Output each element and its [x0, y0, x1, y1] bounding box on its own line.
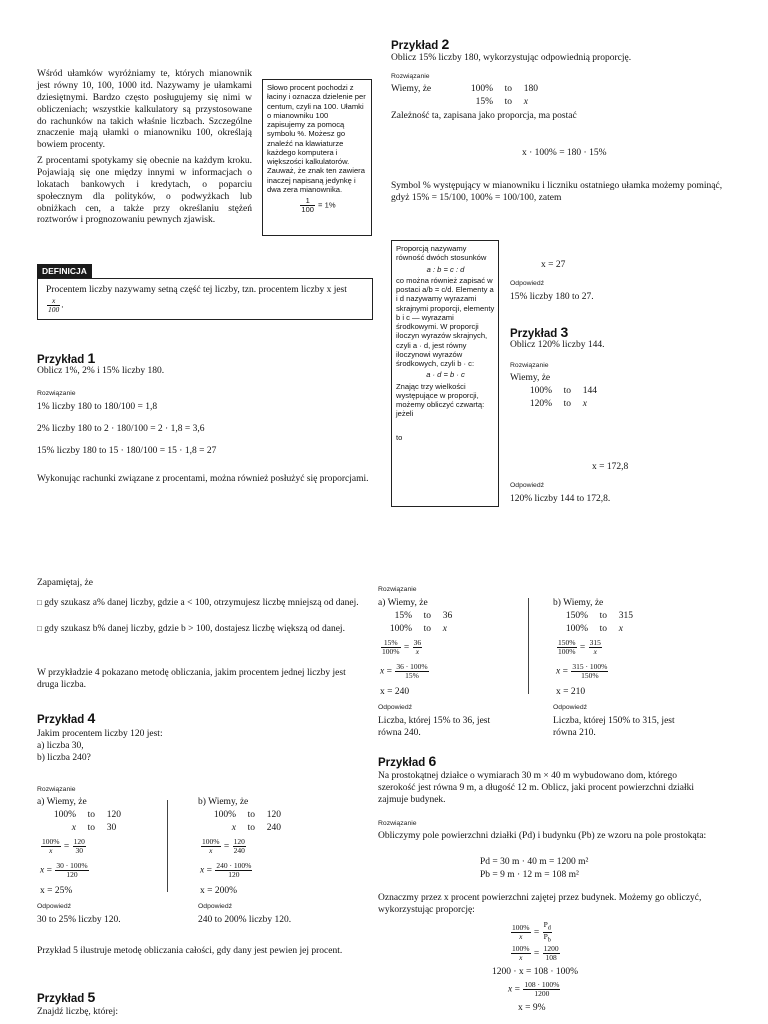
ex4-a-row-2: x to 30 — [71, 823, 117, 833]
sidenote-box — [262, 79, 372, 236]
ex6-pb: Pb = 9 m · 12 m = 108 m² — [480, 870, 579, 880]
ex4-solution-label: Rozwiązanie — [37, 786, 76, 793]
ex4-b-eq-1: $\frac{100\%}{x}$ = $\frac{120}{240}$ — [202, 837, 245, 855]
ex2-table-row-2: 15% to x — [475, 97, 528, 107]
ex4-task: Jakim procentem liczby 120 jest: — [37, 729, 163, 739]
ex6-result: x = 9% — [518, 1003, 546, 1013]
proportion-eq-2: a · d = b · c — [426, 370, 465, 380]
proportion-to: to — [396, 432, 403, 442]
ex2-answer-label: Odpowiedź — [510, 280, 545, 287]
ex4-b-answer: 240 to 200% liczby 120. — [198, 915, 292, 925]
ex6-task: Na prostokątnej działce o wymiarach 30 m × 40 m wybudowano dom, którego szerokość jest równa 9 m, a długość 12 m. Oblicz, jaki procent powierzchni działki zajmuje budynek. — [378, 771, 695, 805]
ex5-b-row-1: 150% to 315 — [565, 611, 633, 621]
sidenote-formula: $\frac{1}{100}$ = 1% — [301, 196, 336, 214]
ex1-heading: Przykład 1 — [37, 350, 96, 366]
remember-bullet-1: □ gdy szukasz a% danej liczby, gdzie a < 100, otrzymujesz liczbę mniejszą od danej. — [37, 598, 359, 608]
ex5-a-row-2: 100% to x — [389, 624, 447, 634]
ex4-question-a: a) liczba 30, — [37, 741, 84, 751]
ex4-intro: W przykładzie 4 pokazano metodę obliczania, jakim procentem jednej liczby jest druga liczba. — [37, 668, 346, 690]
proportion-line-2: co można również zapisać w postaci a/b = c/d. Elementy a i d nazywamy wyrazami skrajnymi proporcji, elementy b i c — wyrazami środkowymi. W proporcji iloczyn wyrazów skrajnych, czyli a · d, jest równy iloczynowi wyrazów środkowych, czyli b · c: — [396, 275, 495, 368]
ex4-b-answer-label: Odpowiedź — [198, 903, 233, 910]
ex4-b-result: x = 200% — [200, 886, 238, 896]
ex2-task: Oblicz 15% liczby 180, wykorzystując odpowiednią proporcję. — [391, 53, 632, 63]
ex3-task: Oblicz 120% liczby 144. — [510, 340, 605, 350]
ex6-eq-1: $\frac{100\%}{x}$ = $\frac{P_d}{P_b}$ — [512, 920, 551, 944]
ex4-b-head: b) Wiemy, że — [198, 797, 249, 807]
ex6-pd: Pd = 30 m · 40 m = 1200 m² — [480, 857, 589, 867]
ex5-solution-label: Rozwiązanie — [378, 586, 417, 593]
ex5-b-result: x = 210 — [556, 687, 586, 697]
ex2-solution-label: Rozwiązanie — [391, 73, 430, 80]
ex5-a-result: x = 240 — [380, 687, 410, 697]
ex6-eq-3: 1200 · x = 108 · 100% — [492, 967, 579, 977]
ex2-heading: Przykład 2 — [391, 36, 450, 52]
ex2-eq-2: x · 100% = 180 · 15% — [522, 148, 607, 158]
ex4-a-eq-1: $\frac{100\%}{x}$ = $\frac{120}{30}$ — [42, 837, 85, 855]
ex6-p1: Obliczymy pole powierzchni działki (Pd) i budynku (Pb) ze wzoru na pole prostokąta: — [378, 831, 707, 841]
ex5-b-answer-label: Odpowiedź — [553, 704, 588, 711]
ex5-a-row-1: 15% to 36 — [394, 611, 453, 621]
ex5-divider — [528, 598, 529, 694]
ex5-b-eq-1: $\frac{150\%}{100\%}$ = $\frac{315}{x}$ — [558, 638, 601, 656]
remember-bullet-2: □ gdy szukasz b% danej liczby, gdzie b > 100, dostajesz liczbę większą od danej. — [37, 624, 345, 634]
ex1-task: Oblicz 1%, 2% i 15% liczby 180. — [37, 366, 165, 376]
ex4-b-row-1: 100% to 120 — [213, 810, 281, 820]
ex6-eq-2: $\frac{100\%}{x}$ = $\frac{1200}{108}$ — [512, 944, 559, 962]
ex4-a-answer: 30 to 25% liczby 120. — [37, 915, 121, 925]
ex3-wiemy: Wiemy, że — [510, 373, 551, 383]
ex4-a-answer-label: Odpowiedź — [37, 903, 72, 910]
ex4-question-b: b) liczba 240? — [37, 753, 91, 763]
ex2-result: x = 27 — [541, 260, 566, 270]
definition-text: Procentem liczby nazywamy setną część tej liczby, tzn. procentem liczby x jest — [46, 285, 347, 295]
ex3-table-row-2: 120% to x — [529, 399, 587, 409]
intro-paragraph-2: Z procentami spotykamy się obecnie na każdym kroku. Pojawiają się one między innymi w informacjach o lokatach bankowych i kredytach, o poparciu społecznym dla polityków, o podwyżkach lub obniżkach cen, a także przy określaniu stężeń roztworów i prognozowaniu pewnych zjawisk. — [37, 156, 252, 226]
ex1-line-3: 15% liczby 180 to 15 · 180/100 = 15 · 1,8 = 27 — [37, 446, 217, 456]
ex4-divider — [167, 800, 168, 892]
ex5-a-eq-2: x = $\frac{36 \cdot 100\%}{15\%}$ — [380, 662, 428, 680]
ex5-a-head: a) Wiemy, że — [378, 598, 428, 608]
ex6-eq-4: x = $\frac{108 \cdot 100\%}{1200}$ — [508, 980, 560, 998]
ex5-heading: Przykład 5 — [37, 989, 96, 1005]
ex2-wiemy: Wiemy, że — [391, 84, 432, 94]
ex6-heading: Przykład 6 — [378, 753, 437, 769]
ex5-b-answer: Liczba, której 150% to 315, jest równa 210. — [553, 716, 675, 738]
definition-box: Procentem liczby nazywamy setną część tej liczby, tzn. procentem liczby x jest $\frac{x}{100}$ . — [37, 278, 373, 320]
ex4-b-row-2: x to 240 — [231, 823, 281, 833]
ex1-line-2: 2% liczby 180 to 2 · 180/100 = 2 · 1,8 = 3,6 — [37, 424, 205, 434]
ex1-line-1: 1% liczby 180 to 180/100 = 1,8 — [37, 402, 158, 412]
ex1-footer: Wykonując rachunki związane z procentami, można również posłużyć się proporcjami. — [37, 474, 369, 484]
ex3-solution-label: Rozwiązanie — [510, 362, 549, 369]
ex2-table-row-1: 100% to 180 — [470, 84, 538, 94]
proportion-box — [391, 240, 499, 507]
ex2-symbol-note: Symbol % występujący w mianowniku i liczniku ostatniego ułamka możemy pominąć, gdyż 15% = 15/100, 100% = 100/100, zatem — [391, 181, 723, 203]
ex4-b-eq-2: x = $\frac{240 \cdot 100\%}{120}$ — [200, 861, 252, 879]
definition-tag: DEFINICJA — [37, 264, 92, 279]
ex5-a-eq-1: $\frac{15\%}{100\%}$ = $\frac{36}{x}$ — [382, 638, 422, 656]
ex4-footer: Przykład 5 ilustruje metodę obliczania całości, gdy dany jest pewien jej procent. — [37, 946, 343, 956]
proportion-line-1: Proporcją nazywamy równość dwóch stosunków — [396, 244, 487, 263]
ex5-task: Znajdź liczbę, której: — [37, 1007, 118, 1017]
proportion-line-3: Znając trzy wielkości występujące w proporcji, możemy obliczyć czwartą: jeżeli — [396, 381, 485, 419]
sidenote-text: Słowo procent pochodzi z łaciny i oznacza dzielenie per centum, czyli na 100. Ułamki o mianowniku 100 zapisujemy za pomocą symbolu %. Możesz go znaleźć na klawiaturze każdego komputera i większości kalkulatorów. Zauważ, że znak ten zawiera inaczej napisaną jedynkę i dwa zera mianownika. — [267, 83, 366, 194]
ex6-p2: Oznaczmy przez x procent powierzchni zajętej przez budynek. Możemy go obliczyć, wykorzystując proporcję: — [378, 893, 702, 915]
ex5-b-head: b) Wiemy, że — [553, 598, 604, 608]
ex2-answer: 15% liczby 180 to 27. — [510, 292, 594, 302]
ex5-a-answer-label: Odpowiedź — [378, 704, 413, 711]
ex3-result: x = 172,8 — [592, 462, 629, 472]
proportion-eq-1: a : b = c : d — [426, 264, 465, 274]
remember-title: Zapamiętaj, że — [37, 578, 93, 588]
intro-paragraph-1: Wśród ułamków wyróżniamy te, których mianownik jest równy 10, 100, 1000 itd. Nazywamy je ułamkami dziesiętnymi. Bardzo często posługujemy się nimi w obliczeniach; wszystkie kalkulatory są przystosowane do rachunków na takich właśnie liczbach. Szczególne znaczenie mają ułamki o mianowniku 100, określają bowiem procenty. — [37, 69, 252, 151]
ex6-solution-label: Rozwiązanie — [378, 820, 417, 827]
ex5-b-row-2: 100% to x — [565, 624, 623, 634]
ex5-b-eq-2: x = $\frac{315 \cdot 100\%}{150\%}$ — [556, 662, 608, 680]
ex2-dependency: Zależność ta, zapisana jako proporcja, ma postać — [391, 111, 577, 121]
ex3-answer: 120% liczby 144 to 172,8. — [510, 494, 611, 504]
ex5-a-answer: Liczba, której 15% to 36, jest równa 240. — [378, 716, 491, 738]
ex4-a-result: x = 25% — [40, 886, 73, 896]
ex3-answer-label: Odpowiedź — [510, 482, 545, 489]
ex4-heading: Przykład 4 — [37, 710, 96, 726]
ex1-solution-label: Rozwiązanie — [37, 390, 76, 397]
ex4-a-head: a) Wiemy, że — [37, 797, 87, 807]
ex4-a-row-1: 100% to 120 — [53, 810, 121, 820]
ex4-a-eq-2: x = $\frac{30 \cdot 100\%}{120}$ — [40, 861, 88, 879]
ex3-table-row-1: 100% to 144 — [529, 386, 597, 396]
ex3-heading: Przykład 3 — [510, 324, 569, 340]
